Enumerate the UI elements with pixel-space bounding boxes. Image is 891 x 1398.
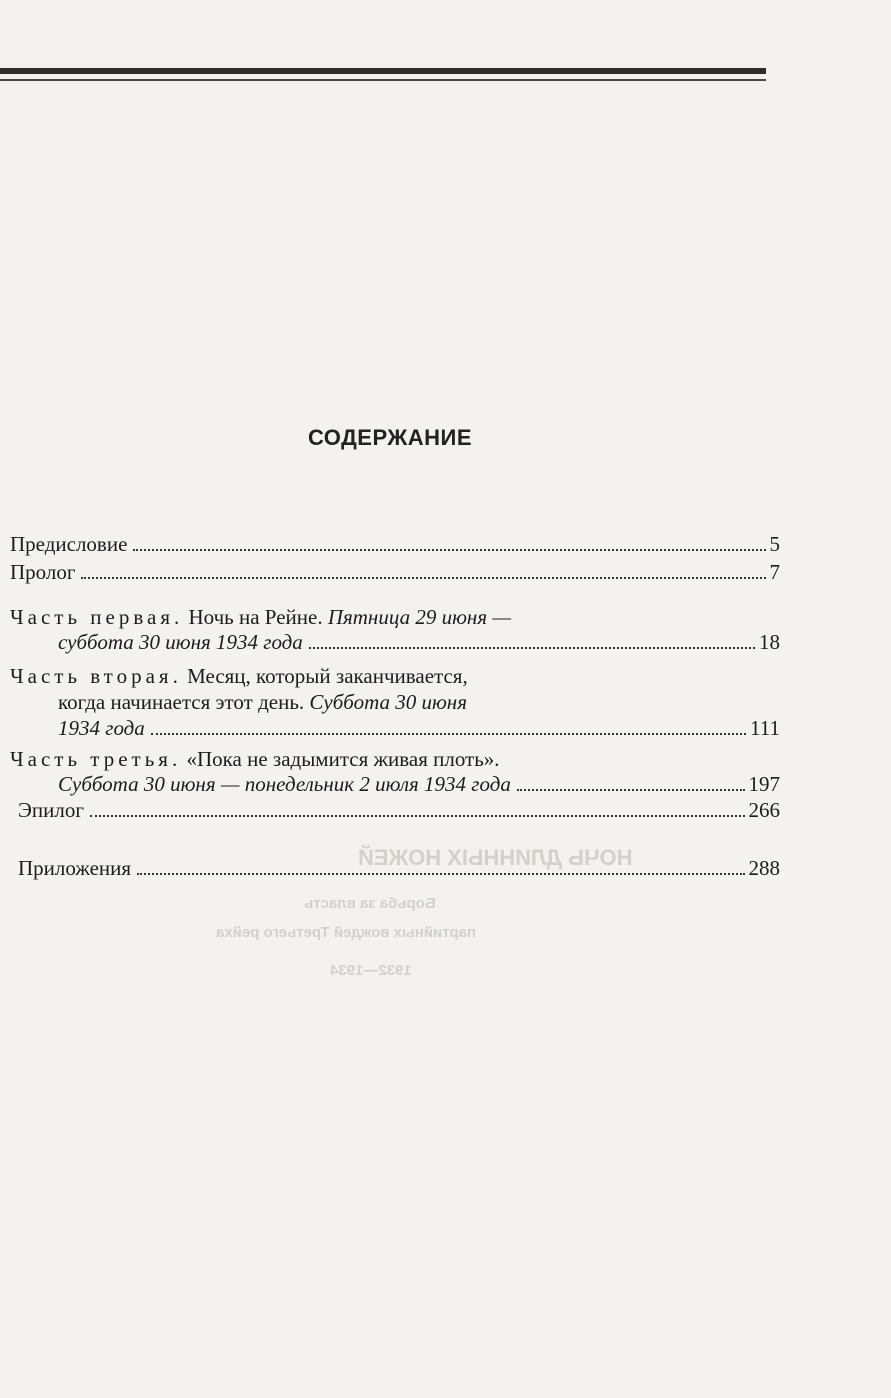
toc-entry-part2-line3 <box>58 716 780 740</box>
toc-entry-preface <box>10 532 780 556</box>
toc-page-number: 7 <box>769 560 780 584</box>
part-title: когда начинается этот день. <box>58 690 305 714</box>
toc-entry-part3-line1 <box>10 747 500 771</box>
leader-dots <box>90 815 745 817</box>
part-title: Ночь на Рейне. <box>188 605 323 629</box>
toc-label: Эпилог <box>18 798 84 822</box>
toc-label: Пролог <box>10 560 76 584</box>
toc-entry-part2-line2 <box>58 690 467 714</box>
top-rule-thin <box>0 79 766 81</box>
part-dates: Пятница 29 июня — <box>327 605 512 629</box>
bleed-through-subtitle: Борьба за власть <box>304 895 436 912</box>
toc-entry-appendix <box>18 856 780 880</box>
toc-label: Предисловие <box>10 532 128 556</box>
leader-dots <box>151 733 746 735</box>
toc-entry-part2-line1 <box>10 664 468 688</box>
part-prefix: Часть вторая. <box>10 664 182 688</box>
leader-dots <box>309 647 755 649</box>
part-dates: Суббота 30 июня — понедельник 2 июля 1934 года <box>58 772 511 796</box>
toc-page-number: 197 <box>748 772 780 796</box>
part-prefix: Часть третья. <box>10 747 182 771</box>
bleed-through-title: НОЧЬ ДЛИННЫХ НОЖЕЙ <box>358 845 633 870</box>
leader-dots <box>133 549 765 551</box>
part-title: «Пока не задымится живая плоть». <box>186 747 500 771</box>
part-title: Месяц, который заканчивается, <box>187 664 468 688</box>
toc-label: Приложения <box>18 856 132 880</box>
toc-page-number: 5 <box>769 532 780 556</box>
part-prefix: Часть первая. <box>10 605 184 629</box>
toc-entry-part1-line1 <box>10 605 511 629</box>
toc-page-number: 111 <box>750 716 780 740</box>
contents-heading: СОДЕРЖАНИЕ <box>307 425 473 450</box>
toc-entry-part3-line2 <box>58 772 780 796</box>
toc-page-number: 266 <box>748 798 780 822</box>
toc-entry-prologue <box>10 560 780 584</box>
part-dates: Суббота 30 июня <box>309 690 467 714</box>
leader-dots <box>517 789 745 791</box>
toc-page-number: 18 <box>759 630 780 654</box>
leader-dots <box>81 577 765 579</box>
top-rule-thick <box>0 68 766 74</box>
toc-entry-part1-line2 <box>58 630 780 654</box>
part-dates: суббота 30 июня 1934 года <box>58 630 303 654</box>
bleed-through-years: 1932—1934 <box>330 962 412 979</box>
toc-entry-epilogue <box>18 798 780 822</box>
bleed-through-subtitle-2: партийных вождей Третьего рейха <box>216 924 477 941</box>
part-dates: 1934 года <box>58 716 145 740</box>
leader-dots <box>137 873 744 875</box>
toc-page-number: 288 <box>748 856 780 880</box>
